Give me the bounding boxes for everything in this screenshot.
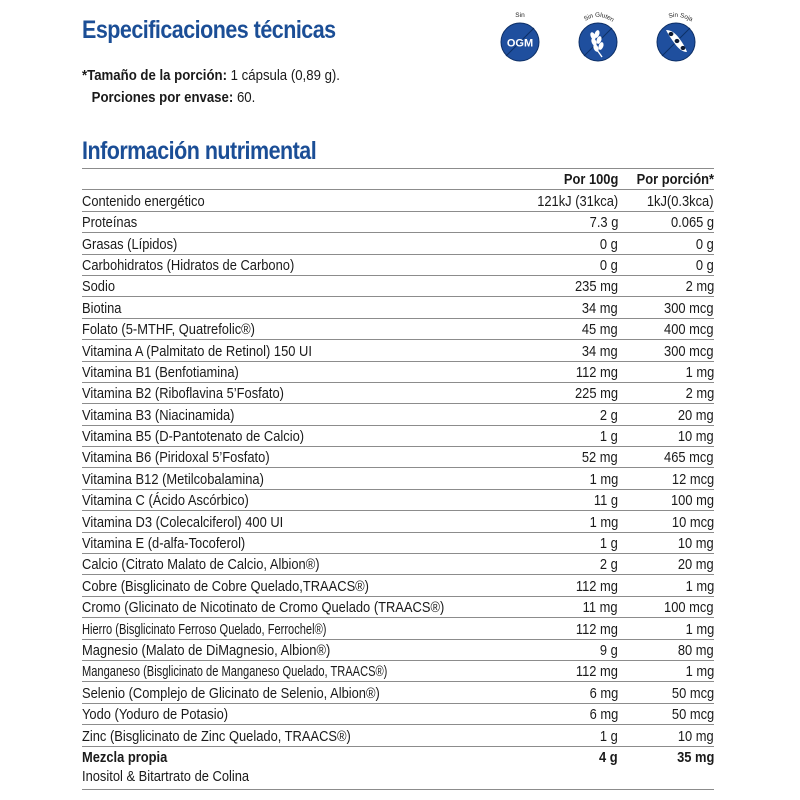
nutrient-name: Folato (5-MTHF, Quatrefolic®) [82,318,503,339]
table-row [82,275,714,296]
value-per-100g: 1 mg [503,511,618,532]
value-per-100g: 7.3 g [503,211,618,232]
value-per-serving: 1 mg [618,361,714,382]
value-per-100g: 52 mg [503,447,618,468]
nutrient-name: Selenio (Complejo de Glicinato de Selenio, Albion®) [82,682,503,703]
value-per-serving: 0 g [618,233,714,254]
table-row [82,340,714,361]
nutrient-name: Vitamina A (Palmitato de Retinol) 150 UI [82,340,503,361]
table-row [82,361,714,382]
nutrient-name: Vitamina B6 (Piridoxal 5’Fosfato) [82,447,503,468]
badge-soy-free [653,8,699,64]
nutrient-name: Manganeso (Bisglicinato de Manganeso Quelado, TRAACS®) [82,660,503,681]
servings-per-container-line [82,87,340,109]
value-per-serving: 12 mcg [618,468,714,489]
badge-non-gmo [497,8,543,64]
value-per-100g: 1 g [503,425,618,446]
nutrient-name: Zinc (Bisglicinato de Zinc Quelado, TRAACS®) [82,725,503,746]
table-row [82,190,714,211]
nutrient-name: Vitamina B2 (Riboflavina 5’Fosfato) [82,382,503,403]
value-per-serving: 50 mcg [618,703,714,724]
nutrient-name: Magnesio (Malato de DiMagnesio, Albion®) [82,639,503,660]
table-row [82,532,714,553]
table-header-row [82,169,714,190]
value-per-serving: 465 mcg [618,447,714,468]
table-row [82,725,714,746]
badge-gluten-free [575,8,621,64]
value-per-serving: 300 mcg [618,297,714,318]
value-per-serving: 0 g [618,254,714,275]
table-row [82,382,714,403]
serving-size-line [82,65,340,87]
table-row [82,660,714,681]
table-row [82,468,714,489]
svg-text:Sin Soja: Sin Soja [667,11,694,24]
svg-text:Sin: Sin [515,12,525,19]
table-row [82,211,714,232]
table-row [82,618,714,639]
table-row [82,404,714,425]
value-per-100g: 112 mg [503,660,618,681]
table-row [82,425,714,446]
nutrient-name: Sodio [82,275,503,296]
nutrient-name: Cromo (Glicinato de Nicotinato de Cromo Quelado (TRAACS®) [82,596,503,617]
value-per-100g: 2 g [503,404,618,425]
value-per-100g: 235 mg [503,275,618,296]
header-per-serving: Por porción* [618,169,714,190]
table-row [82,596,714,617]
value-per-serving: 10 mg [618,725,714,746]
header-nutrient [82,169,503,190]
blend-ingredients: Inositol & Bitartrato de Colina [82,767,503,790]
nutrient-name: Vitamina B5 (D-Pantotenato de Calcio) [82,425,503,446]
value-per-100g: 112 mg [503,618,618,639]
value-per-serving: 1 mg [618,660,714,681]
value-per-100g: 11 g [503,489,618,510]
soybean-icon [653,8,699,64]
nutrient-name: Yodo (Yoduro de Potasio) [82,703,503,724]
nutrient-name: Biotina [82,297,503,318]
value-per-serving: 80 mg [618,639,714,660]
nutrient-name: Contenido energético [82,190,503,211]
servings-per-container-label: Porciones por envase: [91,89,234,106]
value-per-100g: 225 mg [503,382,618,403]
nutrient-name: Proteínas [82,211,503,232]
value-per-100g: 11 mg [503,596,618,617]
nutrient-name: Hierro (Bisglicinato Ferroso Quelado, Ferrochel®) [82,618,503,639]
serving-size-value: 1 cápsula (0,89 g). [226,67,340,84]
table-row [82,489,714,510]
wheat-icon [575,8,621,64]
value-per-serving: 2 mg [618,275,714,296]
value-per-100g: 2 g [503,554,618,575]
value-per-serving: 400 mcg [618,318,714,339]
table-row [82,639,714,660]
servings-per-container-value: 60. [233,89,256,106]
value-per-serving: 2 mg [618,382,714,403]
value-per-serving: 20 mg [618,404,714,425]
value-per-100g: 1 mg [503,468,618,489]
value-per-100g: 0 g [503,233,618,254]
value-per-100g: 6 mg [503,682,618,703]
nutrient-name: Cobre (Bisglicinato de Cobre Quelado,TRAACS®) [82,575,503,596]
value-per-100g: 1 g [503,532,618,553]
table-row [82,318,714,339]
value-per-serving: 0.065 g [618,211,714,232]
serving-info [82,65,340,109]
serving-size-label: *Tamaño de la porción: [82,67,227,84]
value-per-serving: 10 mcg [618,511,714,532]
value-per-serving: 20 mg [618,554,714,575]
svg-text:OGM: OGM [506,37,534,50]
blend-name: Mezcla propia [82,748,168,766]
non-gmo-icon [497,8,543,64]
nutrient-name: Vitamina C (Ácido Ascórbico) [82,489,503,510]
value-per-serving: 1 mg [618,618,714,639]
table-row [82,703,714,724]
nutrient-name: Grasas (Lípidos) [82,233,503,254]
value-per-100g: 45 mg [503,318,618,339]
value-per-serving: 300 mcg [618,340,714,361]
value-per-serving: 1 mg [618,575,714,596]
table-row [82,575,714,596]
value-per-100g: 9 g [503,639,618,660]
table-row [82,554,714,575]
value-per-100g: 112 mg [503,361,618,382]
diet-badges [497,8,697,68]
header-per-100g: Por 100g [503,169,618,190]
value-per-serving: 10 mg [618,532,714,553]
value-per-100g: 34 mg [503,340,618,361]
nutrient-name: Vitamina B12 (Metilcobalamina) [82,468,503,489]
svg-text:Sin Gluten: Sin Gluten [582,11,616,24]
value-per-serving: 100 mcg [618,596,714,617]
value-per-100g: 112 mg [503,575,618,596]
nutrient-name: Vitamina B3 (Niacinamida) [82,404,503,425]
value-per-serving: 1kJ(0.3kca) [618,190,714,211]
value-per-serving: 100 mg [618,489,714,510]
value-per-100g: 121kJ (31kca) [503,190,618,211]
nutrient-name: Vitamina B1 (Benfotiamina) [82,361,503,382]
table-row [82,682,714,703]
blend-row [82,746,714,767]
nutrient-name: Vitamina E (d-alfa-Tocoferol) [82,532,503,553]
blend-ingredients-row [82,767,714,790]
nutrient-name: Carbohidratos (Hidratos de Carbono) [82,254,503,275]
value-per-100g: 6 mg [503,703,618,724]
specs-title: Especificaciones técnicas [82,16,336,44]
blend-per-serving: 35 mg [676,748,714,766]
table-row [82,511,714,532]
table-row [82,233,714,254]
table-row [82,254,714,275]
value-per-100g: 0 g [503,254,618,275]
table-row [82,297,714,318]
nutrition-table [82,168,714,790]
value-per-serving: 10 mg [618,425,714,446]
nutrient-name: Vitamina D3 (Colecalciferol) 400 UI [82,511,503,532]
value-per-100g: 34 mg [503,297,618,318]
nutrition-title: Información nutrimental [82,137,317,165]
table-row [82,447,714,468]
nutrient-name: Calcio (Citrato Malato de Calcio, Albion®) [82,554,503,575]
value-per-serving: 50 mcg [618,682,714,703]
value-per-100g: 1 g [503,725,618,746]
blend-per-100g: 4 g [599,748,618,766]
